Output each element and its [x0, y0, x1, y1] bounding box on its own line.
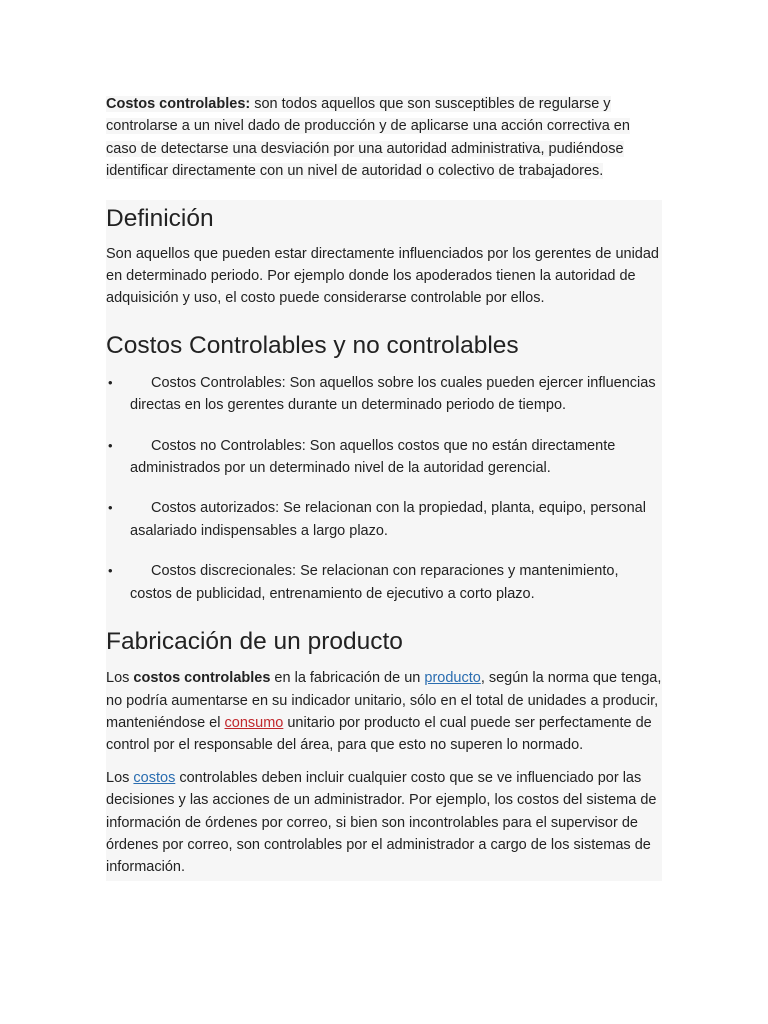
intro-term: Costos controlables: — [106, 96, 251, 112]
text-run: Los — [106, 769, 134, 786]
bold-costos-controlables: costos controlables — [133, 670, 271, 687]
text-run: en la fabricación de un — [270, 670, 425, 687]
intro-line-3: caso de detectarse una desviación por una autoridad administrativa, pudiéndose — [106, 140, 624, 157]
fabricacion-paragraph-1 — [106, 667, 662, 757]
list-item-text: Costos no Controlables: Son aquellos costos que no están directamente administrados por un determinado nivel de la autoridad gerencial. — [130, 437, 616, 477]
bullet-icon: • — [108, 437, 113, 453]
list-item-text: Costos discrecionales: Se relacionan con reparaciones y mantenimiento, costos de publicidad, entrenamiento de ejecutivo a corto plazo. — [130, 563, 619, 602]
text-run: unitario por producto el cual puede ser perfectamente de control por el responsable del área, para que esto no superen lo normado. — [106, 714, 652, 754]
list-item — [106, 435, 662, 480]
bullet-icon: • — [108, 563, 113, 579]
link-producto[interactable]: producto — [424, 670, 481, 687]
text-run: controlables deben incluir cualquier costo que se ve influenciado por las decisiones y las acciones de un administrador. Por ejemplo, los costos del sistema de información de órdenes por correo, si bien son incontrolables para el supervisor de órdenes por correo, son controlables por el administrador a cargo de los sistemas de información. — [106, 769, 657, 876]
link-costos[interactable]: costos — [133, 769, 176, 786]
intro-line-4: identificar directamente con un nivel de autoridad o colectivo de trabajadores. — [106, 163, 604, 180]
list-item-text: Costos autorizados: Se relacionan con la propiedad, planta, equipo, personal asalariado indispensables a largo plazo. — [130, 500, 646, 539]
link-consumo[interactable]: consumo — [224, 714, 284, 731]
list-item-text: Costos Controlables: Son aquellos sobre los cuales pueden ejercer influencias directas en los gerentes durante un determinado periodo de tiempo. — [130, 374, 656, 414]
heading-costos-controlables: Costos Controlables y no controlables — [106, 331, 519, 359]
document-body — [106, 92, 662, 881]
definicion-paragraph: Son aquellos que pueden estar directamente influenciados por los gerentes de unidad en determinado periodo. Por ejemplo donde los apoderados tienen la autoridad de adquisición y uso, el costo puede considerarse controlable por ellos. — [106, 245, 659, 307]
intro-paragraph — [106, 92, 638, 183]
fabricacion-paragraph-2 — [106, 767, 662, 879]
content-block — [106, 200, 662, 881]
heading-definicion: Definición — [106, 204, 214, 232]
text-run: , según la norma que tenga, no podría aumentarse en su indicador unitario, sólo en el total de unidades a producir, manteniéndose el — [106, 670, 662, 731]
list-item — [106, 497, 662, 542]
bullet-icon: • — [108, 500, 113, 516]
list-item — [106, 372, 662, 417]
costs-list — [106, 372, 662, 605]
text-run: Los — [106, 670, 134, 687]
intro-line-1: son todos aquellos que son susceptibles de regularse y — [250, 96, 611, 112]
heading-fabricacion: Fabricación de un producto — [106, 628, 403, 656]
list-item — [106, 560, 662, 605]
intro-line-2: controlarse a un nivel dado de producción y de aplicarse una acción correctiva en — [106, 118, 630, 135]
bullet-icon: • — [108, 374, 113, 390]
